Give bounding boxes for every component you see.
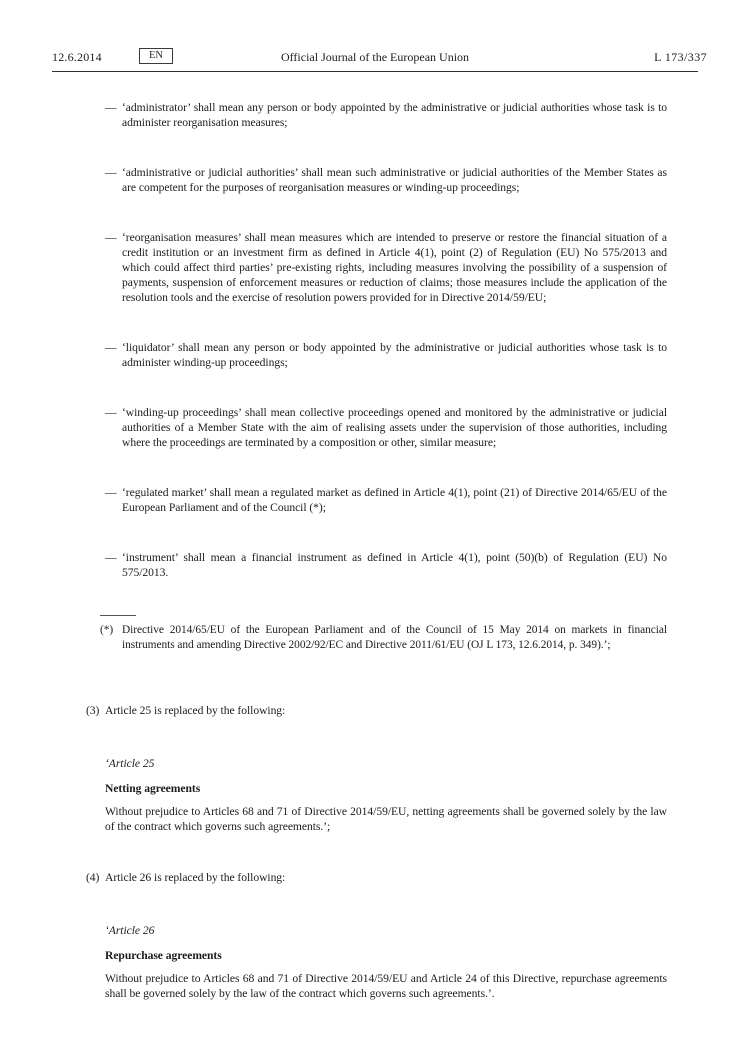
dash-marker: — [105,551,117,564]
amendment-head [86,870,667,885]
definition-item-reorganisation-measures [86,230,667,305]
amendment-number: (3) [86,704,100,717]
article-heading: Netting agreements [105,782,201,795]
dash-marker: — [105,406,117,419]
definition-text: ‘liquidator’ shall mean any person or body appointed by the administrative or judicial authorities whose task is to administer winding-up proceedings; [122,341,667,369]
dash-marker: — [105,101,117,114]
amendment-section-4 [86,870,667,1001]
document-body [0,72,750,1001]
header-page-reference: L 173/337 [654,50,707,64]
definition-text: ‘reorganisation measures’ shall mean measures which are intended to preserve or restore the financial situation of a credit institution or an investment firm as defined in Article 4(1), point (2) of Regulation (EU) No 575/2013 and which could affect third parties’ pre-existing rights, including measures involving the possibility of a suspension of payments, suspension of enforcement measures or reduction of claims; those measures include the application of the resolution tools and the exercise of resolution powers provided for in Directive 2014/59/EU; [122,231,667,304]
definition-text: ‘administrator’ shall mean any person or body appointed by the administrative or judicial authorities whose task is to administer reorganisation measures; [122,101,667,129]
header-date: 12.6.2014 [52,50,102,64]
dash-marker: — [105,341,117,354]
footnote-marker: (*) [100,624,114,636]
dash-marker: — [105,231,117,244]
page-header [0,0,750,71]
header-language-badge: EN [139,48,173,64]
footnote-separator [100,615,136,616]
dash-marker: — [105,166,117,179]
amendment-intro: Article 25 is replaced by the following: [105,704,286,717]
dash-marker: — [105,486,117,499]
definition-item-regulated-market [86,485,667,515]
definition-text: ‘administrative or judicial authorities’ shall mean such administrative or judicial authorities of the Member States as are competent for the purposes of reorganisation measures or winding-up proceedings; [122,166,667,194]
article-text: Without prejudice to Articles 68 and 71 of Directive 2014/59/EU, netting agreements shall be governed solely by the law of the contract which governs such agreements.’; [105,805,667,833]
footnote-row [100,623,667,653]
footnote [86,615,667,653]
definition-item-instrument [86,550,667,580]
article-title: ‘Article 25 [105,757,155,770]
header-journal-title: Official Journal of the European Union [280,50,470,64]
definition-text: ‘instrument’ shall mean a financial instrument as defined in Article 4(1), point (50)(b) of Regulation (EU) No 575/2013. [122,551,667,579]
footnote-text: Directive 2014/65/EU of the European Parliament and of the Council of 15 May 2014 on markets in financial instruments and amending Directive 2002/92/EC and Directive 2011/61/EU (OJ L 173, 12.6.2014, p. 349).’; [122,624,667,651]
definition-item-liquidator [86,340,667,370]
article-title: ‘Article 26 [105,924,155,937]
article-heading: Repurchase agreements [105,949,222,962]
amendment-intro: Article 26 is replaced by the following: [105,871,286,884]
definition-text: ‘regulated market’ shall mean a regulated market as defined in Article 4(1), point (21) of Directive 2014/65/EU of the European Parliament and of the Council (*); [122,486,667,514]
definition-item-administrative-or-judicial-authorities [86,165,667,195]
amendment-head [86,703,667,718]
amendment-body [105,756,667,834]
definition-item-winding-up-proceedings [86,405,667,450]
amendment-body [105,923,667,1001]
amendment-number: (4) [86,871,100,884]
definition-item-administrator [86,100,667,130]
definition-text: ‘winding-up proceedings’ shall mean collective proceedings opened and monitored by the administrative or judicial authorities of a Member State with the aim of realising assets under the supervision of those authorities, including where the proceedings are terminated by a composition or other, similar measure; [122,406,667,449]
amendment-section-3 [86,703,667,834]
article-text: Without prejudice to Articles 68 and 71 of Directive 2014/59/EU and Article 24 of this Directive, repurchase agreements shall be governed solely by the law of the contract which governs such agreements.’. [105,972,667,1000]
